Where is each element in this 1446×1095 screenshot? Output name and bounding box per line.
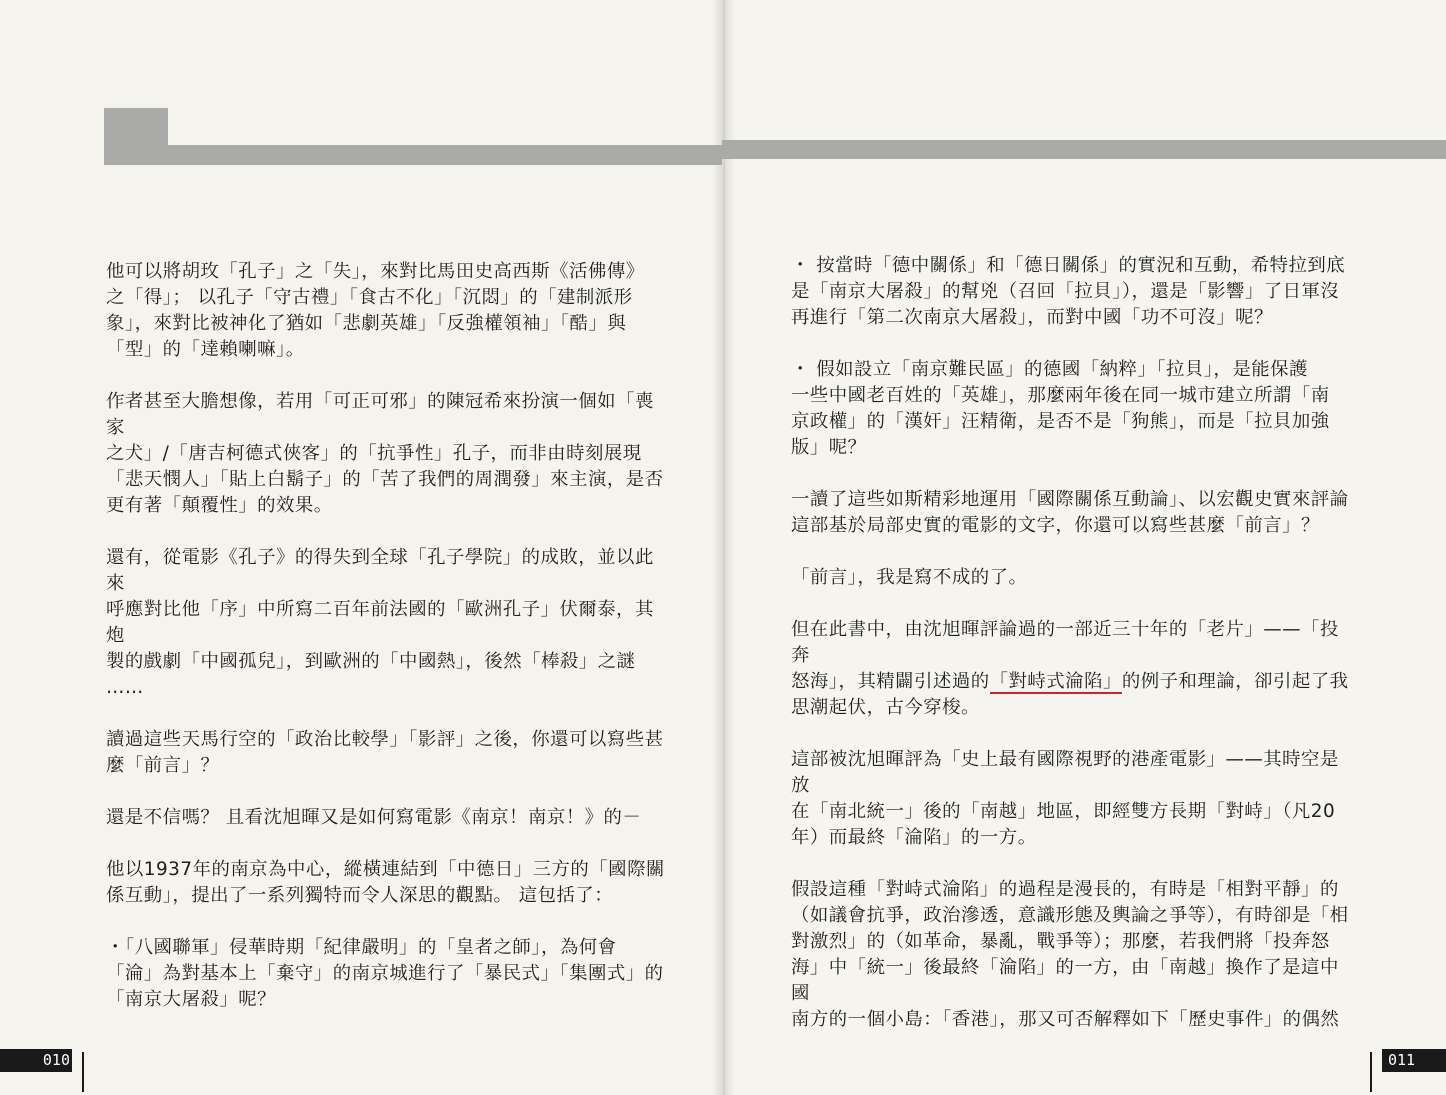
paragraph: 作者甚至大膽想像，若用「可正可邪」的陳冠希來扮演一個如「喪家 之犬」/「唐吉柯德式俠客」的「抗爭性」孔子，而非由時刻展現 「悲天憫人」「貼上白鬍子」的「苦了我們的周潤發」來主演，是否 更有著「顛覆性」的效果。: [106, 391, 664, 516]
page-number-right: 011: [1382, 1049, 1446, 1072]
paragraph-text: 但在此書中，由沈旭暉評論過的一部近三十年的「老片」——「投奔 怒海」，其精闢引述過的: [791, 619, 1339, 692]
paragraph: 假設這種「對峙式淪陷」的過程是漫長的，有時是「相對平靜」的 （如議會抗爭，政治滲透，意識形態及輿論之爭等），有時卻是「相 對激烈」的（如革命，暴亂，戰爭等）；那麼，若我們將「投奔怒 海」中「統一」後最終「淪陷」的一方，由「南越」換作了是這中國 南方的一個小島：「香港」，那又可否解釋如下「歷史事件」的偶然: [791, 879, 1349, 1030]
paragraph: 這部被沈旭暉評為「史上最有國際視野的港產電影」——其時空是放 在「南北統一」後的「南越」地區，即經雙方長期「對峙」（凡20 年）而最終「淪陷」的一方。: [791, 749, 1339, 848]
left-page-text: [106, 259, 666, 1039]
paragraph: 讀過這些天馬行空的「政治比較學」「影評」之後，你還可以寫些甚 麼「前言」？: [106, 729, 664, 776]
header-band-left: [104, 145, 722, 165]
page-number-rule-right: [1370, 1052, 1372, 1092]
paragraph: 「前言」，我是寫不成的了。: [791, 567, 1028, 588]
page-number-rule-left: [82, 1052, 84, 1092]
red-underlined-phrase: 「對峙式淪陷」: [989, 671, 1122, 692]
paragraph: 他可以將胡玫「孔子」之「失」，來對比馬田史高西斯《活佛傳》 之「得」； 以孔子「守古禮」「食古不化」「沉悶」的「建制派形 象」，來對比被神化了猶如「悲劇英雄」「反強權領袖」「酷」與 「型」的「達賴喇嘛」。: [106, 261, 645, 360]
paragraph-text: 的例子和理論，卻引起了我 思潮起伏，古今穿梭。: [791, 671, 1349, 718]
paragraph: ・ 假如設立「南京難民區」的德國「納粹」「拉貝」，是能保護 一些中國老百姓的「英雄」，那麼兩年後在同一城市建立所謂「南 京政權」的「漢奸」汪精衛，是否不是「狗熊」，而是「拉貝加強 版」呢？: [791, 359, 1330, 458]
paragraph: ・ 按當時「德中關係」和「德日關係」的實況和互動，希特拉到底 是「南京大屠殺」的幫兇（召回「拉貝」），還是「影響」了日軍沒 再進行「第二次南京大屠殺」，而對中國「功不可沒」呢？: [791, 255, 1346, 328]
paragraph: ・「八國聯軍」侵華時期「紀律嚴明」的「皇者之師」，為何會 「淪」為對基本上「棄守」的南京城進行了「暴民式」「集團式」的 「南京大屠殺」呢？: [106, 937, 664, 1010]
paragraph: 還有，從電影《孔子》的得失到全球「孔子學院」的成敗，並以此來 呼應對比他「序」中所寫二百年前法國的「歐洲孔子」伏爾泰，其炮 製的戲劇「中國孤兒」，到歐洲的「中國熱」，後然「棒殺」之謎 ……: [106, 547, 654, 698]
paragraph: 還是不信嗎？ 且看沈旭暉又是如何寫電影《南京！南京！》的－: [106, 807, 642, 828]
page-number-left: 010: [0, 1049, 72, 1072]
header-band-right: [722, 140, 1446, 159]
paragraph: 一讀了這些如斯精彩地運用「國際關係互動論」、以宏觀史實來評論 這部基於局部史實的電影的文字，你還可以寫些甚麼「前言」？: [791, 489, 1349, 536]
paragraph: 他以1937年的南京為中心，縱橫連結到「中德日」三方的「國際關 係互動」，提出了一系列獨特而令人深思的觀點。 這包括了：: [106, 859, 665, 906]
right-page-text: [791, 253, 1351, 1059]
paragraph-with-underline: [791, 617, 1351, 721]
